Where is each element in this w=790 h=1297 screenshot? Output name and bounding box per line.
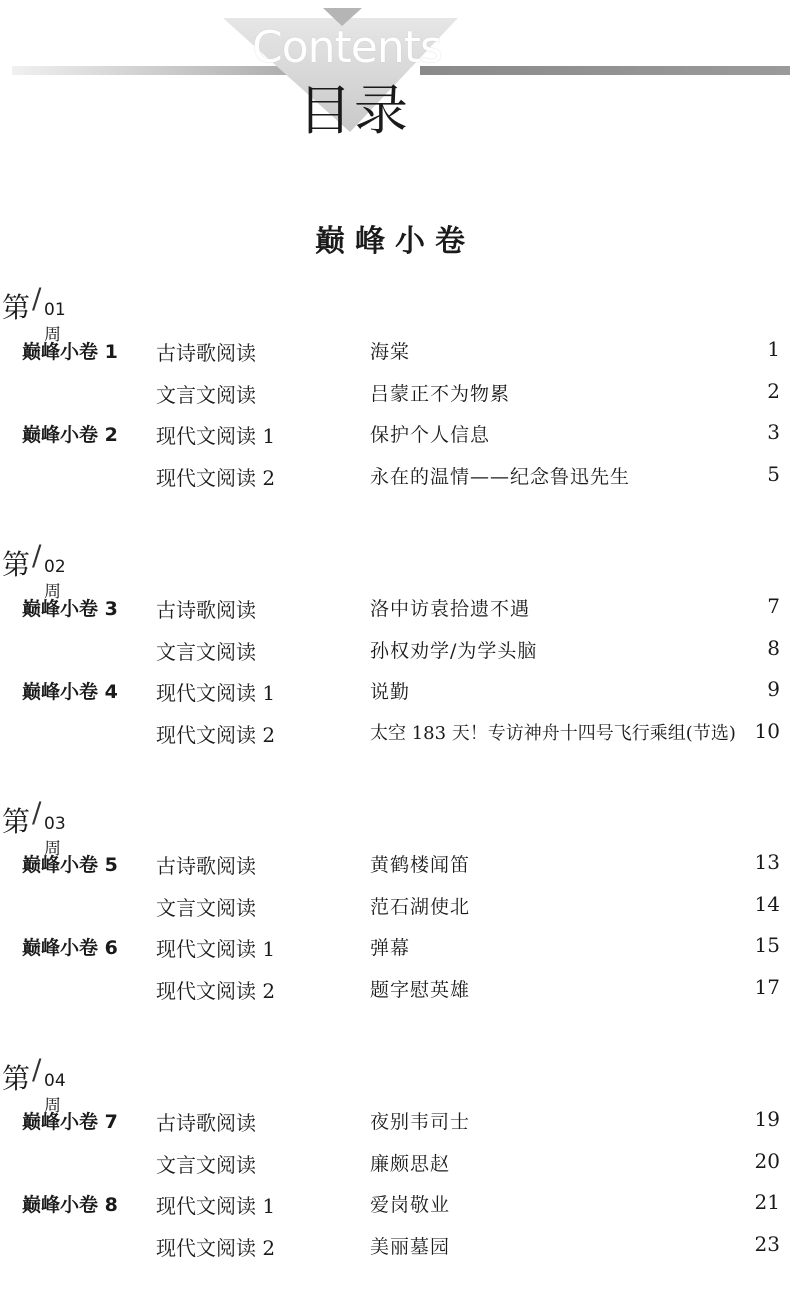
right-rule (420, 66, 790, 75)
week-slash: / (32, 282, 42, 315)
toc-row[interactable] (0, 420, 790, 450)
article-title: 说勤 (370, 681, 411, 703)
week-block-3 (0, 796, 790, 1040)
page-number: 13 (754, 850, 780, 874)
contents-header (0, 0, 790, 150)
article-title: 洛中访袁拾遗不遇 (370, 598, 531, 620)
reading-type: 文言文阅读 (156, 383, 256, 407)
paper-label: 巅峰小卷 8 (22, 1194, 118, 1216)
toc-row[interactable] (0, 594, 790, 624)
page-number: 5 (767, 462, 780, 486)
page-number: 2 (767, 379, 780, 403)
article-title: 美丽墓园 (370, 1236, 451, 1258)
paper-label: 巅峰小卷 5 (22, 854, 118, 876)
contents-word: Contents (252, 22, 442, 73)
reading-type: 现代文阅读 1 (156, 1194, 276, 1218)
reading-type: 现代文阅读 1 (156, 424, 276, 448)
reading-type: 文言文阅读 (156, 640, 256, 664)
toc-row[interactable] (0, 975, 790, 1005)
reading-type: 现代文阅读 2 (156, 723, 276, 747)
paper-label: 巅峰小卷 6 (22, 937, 118, 959)
page-number: 17 (754, 975, 780, 999)
reading-type: 古诗歌阅读 (156, 341, 256, 365)
reading-type: 现代文阅读 2 (156, 1236, 276, 1260)
paper-label: 巅峰小卷 3 (22, 598, 118, 620)
reading-type: 现代文阅读 2 (156, 466, 276, 490)
article-title: 吕蒙正不为物累 (370, 383, 511, 405)
page-number: 20 (754, 1149, 780, 1173)
page-number: 15 (754, 933, 780, 957)
toc-row[interactable] (0, 719, 790, 749)
article-title: 题字慰英雄 (370, 979, 471, 1001)
week-slash: / (32, 796, 42, 829)
reading-type: 现代文阅读 1 (156, 681, 276, 705)
page-number: 10 (754, 719, 780, 743)
page-number: 9 (767, 677, 780, 701)
article-title: 太空 183 天！专访神舟十四号飞行乘组(节选) (370, 723, 736, 744)
week-block-2 (0, 539, 790, 783)
week-prefix: 第 (2, 1062, 31, 1095)
article-title: 夜别韦司士 (370, 1111, 471, 1133)
toc-row[interactable] (0, 379, 790, 409)
page-number: 1 (767, 337, 780, 361)
week-prefix: 第 (2, 291, 31, 324)
week-number: 02周 (44, 557, 66, 602)
reading-type: 古诗歌阅读 (156, 598, 256, 622)
article-title: 永在的温情——纪念鲁迅先生 (370, 466, 631, 488)
toc-row[interactable] (0, 636, 790, 666)
page-number: 19 (754, 1107, 780, 1131)
toc-row[interactable] (0, 337, 790, 367)
week-number: 04周 (44, 1071, 66, 1116)
week-block-4 (0, 1053, 790, 1297)
reading-type: 现代文阅读 2 (156, 979, 276, 1003)
toc-row[interactable] (0, 1232, 790, 1262)
toc-row[interactable] (0, 1107, 790, 1137)
page-number: 14 (754, 892, 780, 916)
week-slash: / (32, 539, 42, 572)
toc-row[interactable] (0, 1149, 790, 1179)
toc-row[interactable] (0, 1190, 790, 1220)
toc-row[interactable] (0, 677, 790, 707)
article-title: 孙权劝学/为学头脑 (370, 640, 538, 662)
reading-type: 古诗歌阅读 (156, 1111, 256, 1135)
article-title: 爱岗敬业 (370, 1194, 451, 1216)
article-title: 弹幕 (370, 937, 411, 959)
reading-type: 文言文阅读 (156, 1153, 256, 1177)
week-prefix: 第 (2, 805, 31, 838)
toc-row[interactable] (0, 892, 790, 922)
article-title: 廉颇思赵 (370, 1153, 451, 1175)
page-title: 目录 (298, 79, 410, 142)
page-number: 7 (767, 594, 780, 618)
page-number: 8 (767, 636, 780, 660)
article-title: 黄鹤楼闻笛 (370, 854, 471, 876)
paper-label: 巅峰小卷 2 (22, 424, 118, 446)
toc-row[interactable] (0, 933, 790, 963)
page-number: 21 (754, 1190, 780, 1214)
week-prefix: 第 (2, 548, 31, 581)
paper-label: 巅峰小卷 4 (22, 681, 118, 703)
page-number: 3 (767, 420, 780, 444)
reading-type: 现代文阅读 1 (156, 937, 276, 961)
week-block-1 (0, 282, 790, 526)
toc-row[interactable] (0, 850, 790, 880)
section-title: 巅峰小卷 (315, 224, 475, 259)
paper-label: 巅峰小卷 1 (22, 341, 118, 363)
article-title: 保护个人信息 (370, 424, 491, 446)
article-title: 范石湖使北 (370, 896, 471, 918)
week-number: 03周 (44, 814, 66, 859)
page-number: 23 (754, 1232, 780, 1256)
reading-type: 古诗歌阅读 (156, 854, 256, 878)
week-slash: / (32, 1053, 42, 1086)
article-title: 海棠 (370, 341, 411, 363)
toc-row[interactable] (0, 462, 790, 492)
paper-label: 巅峰小卷 7 (22, 1111, 118, 1133)
reading-type: 文言文阅读 (156, 896, 256, 920)
week-number: 01周 (44, 300, 66, 345)
